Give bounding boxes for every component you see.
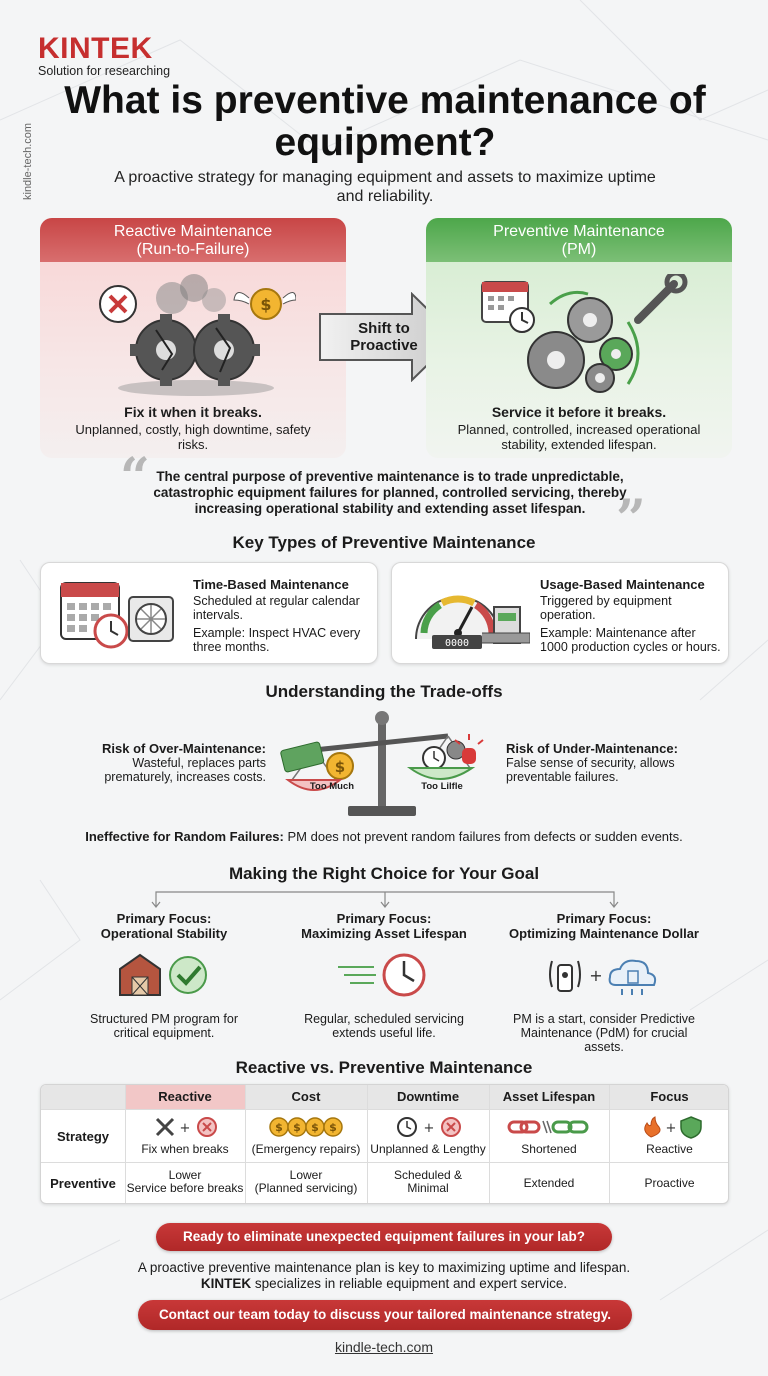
broken-gears-icon <box>96 270 296 398</box>
goal-asset-lifespan <box>264 911 504 1040</box>
preventive-title: Preventive Maintenance <box>493 223 665 240</box>
svg-text:+: + <box>665 1121 677 1136</box>
cell-strategy-reactive: Fix when breaks <box>141 1142 229 1156</box>
broken-chain-icon <box>507 1117 593 1137</box>
page-title: What is preventive maintenance of equipment? <box>64 79 706 164</box>
sensor-cloud-icon <box>544 949 664 999</box>
random-failures-desc: PM does not prevent random failures from defects or sudden events. <box>287 829 683 844</box>
goal-2-desc: Regular, scheduled servicing extends useful life. <box>304 1012 464 1040</box>
preventive-lead: Service it before it breaks. <box>491 404 667 420</box>
cta-question-banner[interactable]: Ready to eliminate unexpected equipment failures in your lab? <box>156 1223 612 1251</box>
col-header-cost: Cost <box>245 1085 367 1109</box>
cta-text-line2-rest: specializes in reliable equipment and expert service. <box>254 1276 568 1291</box>
svg-text:$: $ <box>275 1121 283 1134</box>
usage-based-title: Usage-Based Maintenance <box>540 577 705 592</box>
svg-text:+: + <box>589 966 603 985</box>
time-based-title: Time-Based Maintenance <box>193 577 349 592</box>
over-maintenance-desc: Wasteful, replaces parts prematurely, increases costs. <box>104 756 266 784</box>
preventive-panel-header <box>426 218 732 262</box>
gears-calendar-wrench-icon <box>478 274 688 400</box>
over-maintenance-risk <box>70 741 266 784</box>
goal-maintenance-dollar <box>484 911 724 1054</box>
table-corner <box>41 1085 125 1109</box>
open-quote-icon: “ <box>120 447 150 508</box>
goal-3-focus: Primary Focus: <box>556 911 652 926</box>
goal-2-focus: Primary Focus: <box>336 911 432 926</box>
page-subtitle: A proactive strategy for managing equipment and assets to maximize uptime and reliability. <box>114 169 656 205</box>
too-little-label: Too Lilfle <box>421 781 463 792</box>
tools-x-icon <box>151 1115 221 1139</box>
cta-brand: KINTEK <box>200 1276 252 1291</box>
goals-heading: Making the Right Choice for Your Goal <box>228 864 540 883</box>
preventive-panel <box>426 218 732 458</box>
goal-3-desc: PM is a start, consider Predictive Maintenance (PdM) for crucial assets. <box>512 1012 695 1054</box>
coins-icon <box>267 1115 347 1139</box>
gauge-machine-icon <box>412 577 530 653</box>
fire-shield-icon <box>639 1115 703 1139</box>
table-heading: Reactive vs. Preventive Maintenance <box>235 1058 533 1077</box>
svg-text:$: $ <box>334 758 346 776</box>
reactive-desc: Unplanned, costly, high downtime, safety risks. <box>75 422 311 452</box>
cell-preventive-focus: Proactive <box>644 1176 695 1190</box>
over-maintenance-title: Risk of Over-Maintenance: <box>102 741 266 756</box>
cta-text-line2 <box>100 1276 668 1292</box>
goal-3-title: Optimizing Maintenance Dollar <box>509 926 699 941</box>
calendar-clock-ac-icon <box>59 579 177 651</box>
col-header-lifespan: Asset Lifespan <box>489 1085 609 1109</box>
svg-text:$: $ <box>329 1121 337 1134</box>
types-heading: Key Types of Preventive Maintenance <box>232 533 536 552</box>
svg-text:$: $ <box>260 295 272 314</box>
row-label-preventive: Preventive <box>50 1176 116 1191</box>
reactive-subtitle: (Run-to-Failure) <box>136 241 250 258</box>
goals-connector <box>150 886 620 908</box>
shift-label <box>338 320 430 354</box>
side-url: kindle-tech.com <box>22 122 34 200</box>
brand-logo: KINTEK <box>38 32 153 65</box>
svg-text:+: + <box>179 1121 191 1136</box>
contact-team-button[interactable]: Contact our team today to discuss your tailored maintenance strategy. <box>138 1300 632 1330</box>
balance-scale-icon <box>278 706 490 822</box>
random-failures-note <box>0 829 768 844</box>
preventive-subtitle: (PM) <box>561 241 597 258</box>
usage-counter: 0000 <box>444 638 470 649</box>
svg-text:$: $ <box>311 1121 319 1134</box>
under-maintenance-risk <box>506 741 702 784</box>
footer-url-link[interactable]: kindle-tech.com <box>334 1339 434 1355</box>
cta-text <box>100 1260 668 1292</box>
cell-strategy-downtime: Unplanned & Lengthy <box>370 1142 486 1156</box>
usage-based-card <box>391 562 729 664</box>
time-based-example: Example: Inspect HVAC every three months. <box>193 626 361 654</box>
svg-text:+: + <box>423 1121 435 1136</box>
tradeoffs-heading: Understanding the Trade-offs <box>265 682 503 701</box>
time-based-card <box>40 562 378 664</box>
time-based-desc: Scheduled at regular calendar intervals. <box>193 594 360 622</box>
reactive-title: Reactive Maintenance <box>113 223 273 240</box>
goal-1-title: Operational Stability <box>100 926 228 941</box>
reactive-panel <box>40 218 346 458</box>
col-header-reactive: Reactive <box>125 1085 245 1109</box>
cell-preventive-reactive: Lower Service before breaks <box>126 1168 244 1195</box>
goal-operational-stability <box>44 911 284 1040</box>
close-quote-icon: ” <box>616 489 646 550</box>
cell-preventive-cost: Lower (Planned servicing) <box>254 1168 358 1195</box>
key-quote: The central purpose of preventive maintenance is to trade unpredictable, catastrophic equipment failures for planned, controlled servicing, thereby increasing operational stability and extending asset lifespan. <box>153 469 627 516</box>
random-failures-title: Ineffective for Random Failures: <box>85 829 284 844</box>
col-header-focus: Focus <box>609 1085 729 1109</box>
cta-text-line1: A proactive preventive maintenance plan is key to maximizing uptime and lifespan. <box>137 1260 631 1275</box>
speed-clock-icon <box>334 949 434 999</box>
too-much-label: Too Much <box>309 781 355 792</box>
brand-tagline: Solution for researching <box>38 64 171 78</box>
cell-preventive-downtime: Scheduled & Minimal <box>393 1168 463 1195</box>
row-label-strategy: Strategy <box>56 1129 110 1144</box>
usage-based-desc: Triggered by equipment operation. <box>540 594 672 622</box>
shift-label-line1: Shift to <box>358 320 410 337</box>
comparison-table <box>40 1084 729 1204</box>
cell-strategy-lifespan: Shortened <box>521 1142 577 1156</box>
goal-1-focus: Primary Focus: <box>116 911 212 926</box>
barn-check-icon <box>114 949 214 999</box>
under-maintenance-title: Risk of Under-Maintenance: <box>506 741 678 756</box>
goal-2-title: Maximizing Asset Lifespan <box>301 926 467 941</box>
col-header-downtime: Downtime <box>367 1085 489 1109</box>
clock-x-icon <box>395 1115 465 1139</box>
cell-preventive-lifespan: Extended <box>523 1176 575 1190</box>
reactive-lead: Fix it when it breaks. <box>124 404 262 420</box>
cell-strategy-focus: Reactive <box>646 1142 693 1156</box>
svg-text:$: $ <box>293 1121 301 1134</box>
under-maintenance-desc: False sense of security, allows preventable failures. <box>506 756 675 784</box>
shift-label-line2: Proactive <box>350 337 418 354</box>
usage-based-example: Example: Maintenance after 1000 production cycles or hours. <box>540 626 721 654</box>
reactive-panel-header <box>40 218 346 262</box>
preventive-desc: Planned, controlled, increased operational stability, extended lifespan. <box>457 422 701 452</box>
goal-1-desc: Structured PM program for critical equipment. <box>90 1012 238 1040</box>
cell-strategy-cost: (Emergency repairs) <box>251 1142 361 1156</box>
